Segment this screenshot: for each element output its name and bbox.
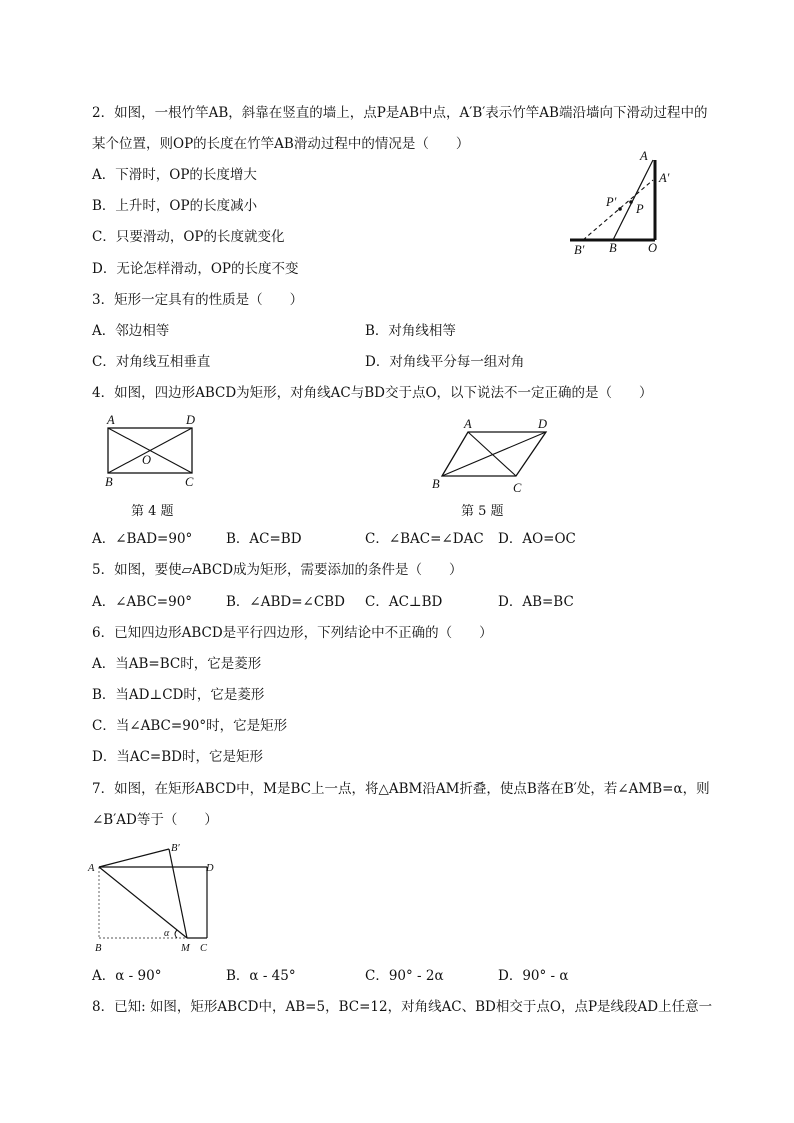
q4-option-a: A．∠BAD=90° [92,531,193,547]
q3-option-b: B．对角线相等 [365,323,456,339]
q7-fold-figure [85,840,225,958]
q7-label-a: A [88,863,95,874]
q4-stem: 4．如图，四边形ABCD为矩形，对角线AC与BD交于点O，以下说法不一定正确的是（ ） [92,385,653,401]
q6-option-b: B．当AD⊥CD时，它是菱形 [92,687,265,703]
q5-stem: 5．如图，要使▱ABCD成为矩形，需要添加的条件是（ ） [92,562,463,578]
q6-option-c: C．当∠ABC=90°时，它是矩形 [92,718,288,734]
q4-figure-caption: 第 4 题 [131,504,174,519]
q5-label-c: C [513,481,522,495]
q5-label-b: B [432,477,440,491]
q5-option-b: B．∠ABD=∠CBD [226,594,345,610]
q7-label-alpha: α [164,928,170,939]
q4-rectangle-figure [100,412,210,492]
q6-option-d: D．当AC=BD时，它是矩形 [92,749,263,765]
q2-stem-line1: 2．如图，一根竹竿AB，斜靠在竖直的墙上，点P是AB中点，A′B′表示竹竿AB端沿墙向下滑动过程中的 [92,105,708,121]
q5-option-a: A．∠ABC=90° [92,594,193,610]
q8-stem-line1: 8．已知: 如图，矩形ABCD中，AB=5，BC=12，对角线AC、BD相交于点O，点P是线段AD上任意一 [92,999,713,1015]
q7-option-c: C．90° - 2α [365,968,444,984]
q2-label-a: A [640,149,648,163]
q5-label-a: A [464,417,472,431]
q5-parallelogram-figure [428,414,558,496]
q2-option-c: C．只要滑动，OP的长度就变化 [92,229,285,245]
q6-stem: 6．已知四边形ABCD是平行四边形，下列结论中不正确的（ ） [92,625,493,641]
q2-stem-line2: 某个位置，则OP的长度在竹竿AB滑动过程中的情况是（ ） [92,136,470,152]
q7-option-b: B．α - 45° [226,968,296,984]
q7-stem-line2: ∠B′AD等于（ ） [92,812,218,828]
q4-label-c: C [185,475,194,489]
q7-label-b: B [95,943,102,954]
q5-label-d: D [538,417,548,431]
q7-option-a: A．α - 90° [92,968,162,984]
q3-option-d: D．对角线平分每一组对角 [365,354,525,370]
q7-label-m: M [181,943,190,954]
q4-option-c: C．∠BAC=∠DAC [365,531,484,547]
q3-stem: 3．矩形一定具有的性质是（ ） [92,292,304,308]
q6-option-a: A．当AB=BC时，它是菱形 [92,656,262,672]
q2-label-p-prime: P′ [606,195,617,209]
q2-ladder-figure [560,140,690,265]
q7-option-d: D．90° - α [498,968,569,984]
q4-option-b: B．AC=BD [226,531,302,547]
q2-option-d: D．无论怎样滑动，OP的长度不变 [92,261,299,277]
q5-option-c: C．AC⊥BD [365,594,443,610]
q3-option-c: C．对角线互相垂直 [92,354,211,370]
q4-option-d: D．AO=OC [498,531,576,547]
q7-label-b-prime: B′ [171,843,180,854]
q2-label-a-prime: A′ [659,171,670,185]
q4-label-b: B [105,475,113,489]
q2-label-p: P [636,202,644,216]
q2-label-o: O [648,241,658,255]
q7-label-d: D [206,863,214,874]
q4-label-d: D [186,413,196,427]
q5-figure-caption: 第 5 题 [461,504,504,519]
q2-option-a: A．下滑时，OP的长度增大 [92,167,257,183]
q4-label-o: O [142,453,152,467]
q2-label-b: B [609,241,617,255]
q3-option-a: A．邻边相等 [92,323,170,339]
q5-option-d: D．AB=BC [498,594,574,610]
q7-label-c: C [200,943,208,954]
q4-label-a: A [107,413,115,427]
q2-option-b: B．上升时，OP的长度减小 [92,198,258,214]
q7-stem-line1: 7．如图，在矩形ABCD中，M是BC上一点，将△ABM沿AM折叠，使点B落在B′处，若∠AMB=α，则 [92,781,710,797]
q2-label-b-prime: B′ [574,243,585,257]
